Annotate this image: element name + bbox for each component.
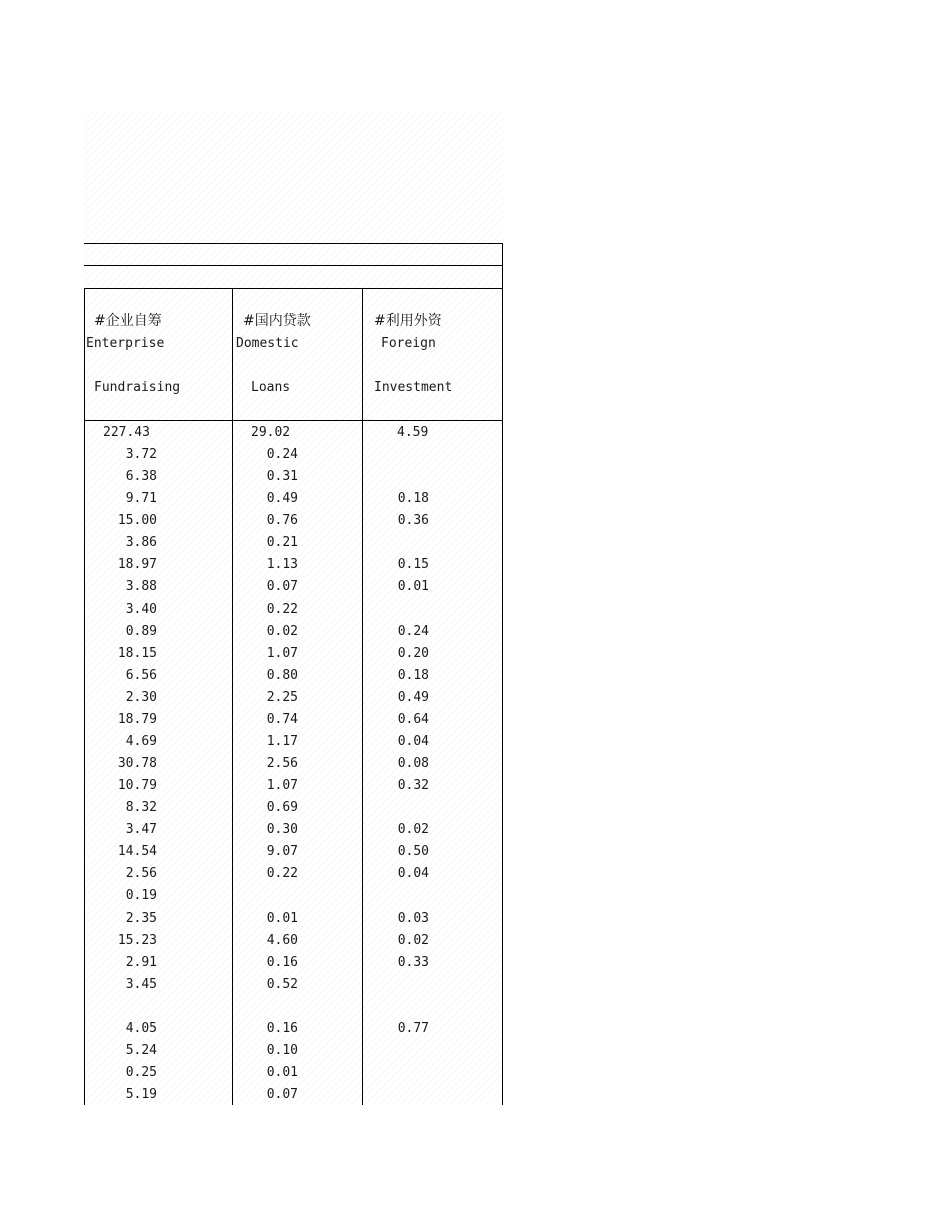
- table-row: [0, 819, 950, 841]
- cell-domestic-loans: 0.52: [266, 976, 298, 992]
- cell-domestic-loans: 0.74: [266, 711, 298, 727]
- header-en-line1: Enterprise: [86, 336, 165, 351]
- table-row: [0, 930, 950, 952]
- table-row: [0, 599, 950, 621]
- cell-domestic-loans: 2.25: [266, 689, 298, 705]
- cell-domestic-loans: 4.60: [266, 932, 298, 948]
- cell-foreign-investment: 0.01: [397, 579, 429, 595]
- cell-foreign-investment: 0.18: [397, 667, 429, 683]
- table-row: [0, 797, 950, 819]
- cell-domestic-loans: 0.69: [266, 800, 298, 816]
- cell-domestic-loans: 9.07: [266, 844, 298, 860]
- rule-header-top: [84, 288, 503, 289]
- cell-enterprise-fundraising: 2.91: [125, 954, 157, 970]
- table-row: [0, 554, 950, 576]
- table-row: [0, 1040, 950, 1062]
- cell-foreign-investment: 0.33: [397, 954, 429, 970]
- cell-domestic-loans: 1.13: [266, 557, 298, 573]
- cell-domestic-loans: 0.01: [266, 910, 298, 926]
- cell-enterprise-fundraising: 30.78: [117, 756, 157, 772]
- cell-domestic-loans: 0.30: [266, 822, 298, 838]
- cell-enterprise-fundraising: 0.89: [125, 623, 157, 639]
- table-row: [0, 974, 950, 996]
- cell-enterprise-fundraising: 2.35: [125, 910, 157, 926]
- cell-enterprise-fundraising: 9.71: [125, 491, 157, 507]
- cell-domestic-loans: 0.24: [266, 447, 298, 463]
- cell-enterprise-fundraising: 3.45: [125, 976, 157, 992]
- cell-domestic-loans: 0.07: [266, 579, 298, 595]
- table-row: [0, 1018, 950, 1040]
- cell-domestic-loans: 0.49: [266, 491, 298, 507]
- cell-foreign-investment: 0.04: [397, 733, 429, 749]
- cell-enterprise-fundraising: 4.05: [125, 1020, 157, 1036]
- cell-enterprise-fundraising: 0.19: [125, 888, 157, 904]
- table-row: [0, 885, 950, 907]
- cell-enterprise-fundraising: 5.19: [125, 1087, 157, 1103]
- header-cn: #国内贷款: [243, 313, 311, 329]
- rule-2: [84, 265, 503, 266]
- header-en-line2: Investment: [374, 380, 453, 395]
- cell-domestic-loans: 0.22: [266, 866, 298, 882]
- cell-foreign-investment: 0.49: [397, 689, 429, 705]
- cell-foreign-investment: 0.02: [397, 822, 429, 838]
- cell-domestic-loans: 1.17: [266, 733, 298, 749]
- cell-enterprise-fundraising: 8.32: [125, 800, 157, 816]
- cell-enterprise-fundraising: 6.56: [125, 667, 157, 683]
- cell-enterprise-fundraising: 4.69: [125, 733, 157, 749]
- cell-enterprise-fundraising: 227.43: [103, 425, 150, 440]
- table-row: [0, 753, 950, 775]
- table-row: [0, 908, 950, 930]
- cell-domestic-loans: 0.02: [266, 623, 298, 639]
- cell-foreign-investment: 0.15: [397, 557, 429, 573]
- table-row: [0, 466, 950, 488]
- table-row: [0, 996, 950, 1018]
- cell-foreign-investment: 0.02: [397, 932, 429, 948]
- cell-enterprise-fundraising: 5.24: [125, 1042, 157, 1058]
- table-row: [0, 621, 950, 643]
- table-row: [0, 643, 950, 665]
- cell-enterprise-fundraising: 3.40: [125, 601, 157, 617]
- table-row: [0, 444, 950, 466]
- header-en-line1: Domestic: [236, 336, 299, 351]
- cell-foreign-investment: 0.04: [397, 866, 429, 882]
- cell-domestic-loans: 1.07: [266, 778, 298, 794]
- table-row: [0, 841, 950, 863]
- cell-enterprise-fundraising: 6.38: [125, 469, 157, 485]
- cell-enterprise-fundraising: 18.79: [117, 711, 157, 727]
- cell-domestic-loans: 0.16: [266, 954, 298, 970]
- cell-domestic-loans: 0.21: [266, 535, 298, 551]
- header-en-line2: Loans: [251, 380, 291, 395]
- cell-enterprise-fundraising: 0.25: [125, 1065, 157, 1081]
- cell-enterprise-fundraising: 3.72: [125, 447, 157, 463]
- cell-foreign-investment: 0.03: [397, 910, 429, 926]
- cell-foreign-investment: 0.64: [397, 711, 429, 727]
- table-row: [0, 422, 950, 444]
- cell-foreign-investment: 0.24: [397, 623, 429, 639]
- cell-domestic-loans: 0.80: [266, 667, 298, 683]
- cell-domestic-loans: 1.07: [266, 645, 298, 661]
- cell-domestic-loans: 2.56: [266, 756, 298, 772]
- table-row: [0, 709, 950, 731]
- cell-enterprise-fundraising: 15.23: [117, 932, 157, 948]
- table-row: [0, 731, 950, 753]
- rule-header-bottom: [84, 420, 503, 421]
- table-row: [0, 775, 950, 797]
- table-row: [0, 532, 950, 554]
- table-row: [0, 1062, 950, 1084]
- cell-enterprise-fundraising: 10.79: [117, 778, 157, 794]
- cell-foreign-investment: 4.59: [397, 425, 429, 440]
- cell-domestic-loans: 0.31: [266, 469, 298, 485]
- cell-domestic-loans: 0.07: [266, 1087, 298, 1103]
- cell-foreign-investment: 0.36: [397, 513, 429, 529]
- cell-foreign-investment: 0.20: [397, 645, 429, 661]
- header-en-line1: Foreign: [381, 336, 436, 351]
- table-row: [0, 687, 950, 709]
- cell-domestic-loans: 0.10: [266, 1042, 298, 1058]
- table-row: [0, 863, 950, 885]
- cell-foreign-investment: 0.77: [397, 1020, 429, 1036]
- cell-domestic-loans: 0.22: [266, 601, 298, 617]
- table-row: [0, 952, 950, 974]
- cell-enterprise-fundraising: 18.15: [117, 645, 157, 661]
- cell-enterprise-fundraising: 3.88: [125, 579, 157, 595]
- cell-domestic-loans: 29.02: [251, 425, 291, 440]
- cell-enterprise-fundraising: 3.86: [125, 535, 157, 551]
- cell-enterprise-fundraising: 14.54: [117, 844, 157, 860]
- table-row: [0, 510, 950, 532]
- header-cn: #利用外资: [374, 313, 442, 329]
- table-row: [0, 665, 950, 687]
- table-row: [0, 1084, 950, 1106]
- cell-foreign-investment: 0.18: [397, 491, 429, 507]
- cell-enterprise-fundraising: 18.97: [117, 557, 157, 573]
- rule-top: [84, 243, 503, 244]
- cell-domestic-loans: 0.16: [266, 1020, 298, 1036]
- table-row: [0, 488, 950, 510]
- cell-foreign-investment: 0.50: [397, 844, 429, 860]
- cell-domestic-loans: 0.76: [266, 513, 298, 529]
- cell-domestic-loans: 0.01: [266, 1065, 298, 1081]
- header-cn: #企业自筹: [94, 313, 162, 329]
- cell-enterprise-fundraising: 15.00: [117, 513, 157, 529]
- cell-enterprise-fundraising: 2.30: [125, 689, 157, 705]
- border-right-top: [502, 243, 503, 288]
- header-en-line2: Fundraising: [94, 380, 181, 395]
- cell-foreign-investment: 0.32: [397, 778, 429, 794]
- cell-foreign-investment: 0.08: [397, 756, 429, 772]
- table-row: [0, 576, 950, 598]
- cell-enterprise-fundraising: 3.47: [125, 822, 157, 838]
- cell-enterprise-fundraising: 2.56: [125, 866, 157, 882]
